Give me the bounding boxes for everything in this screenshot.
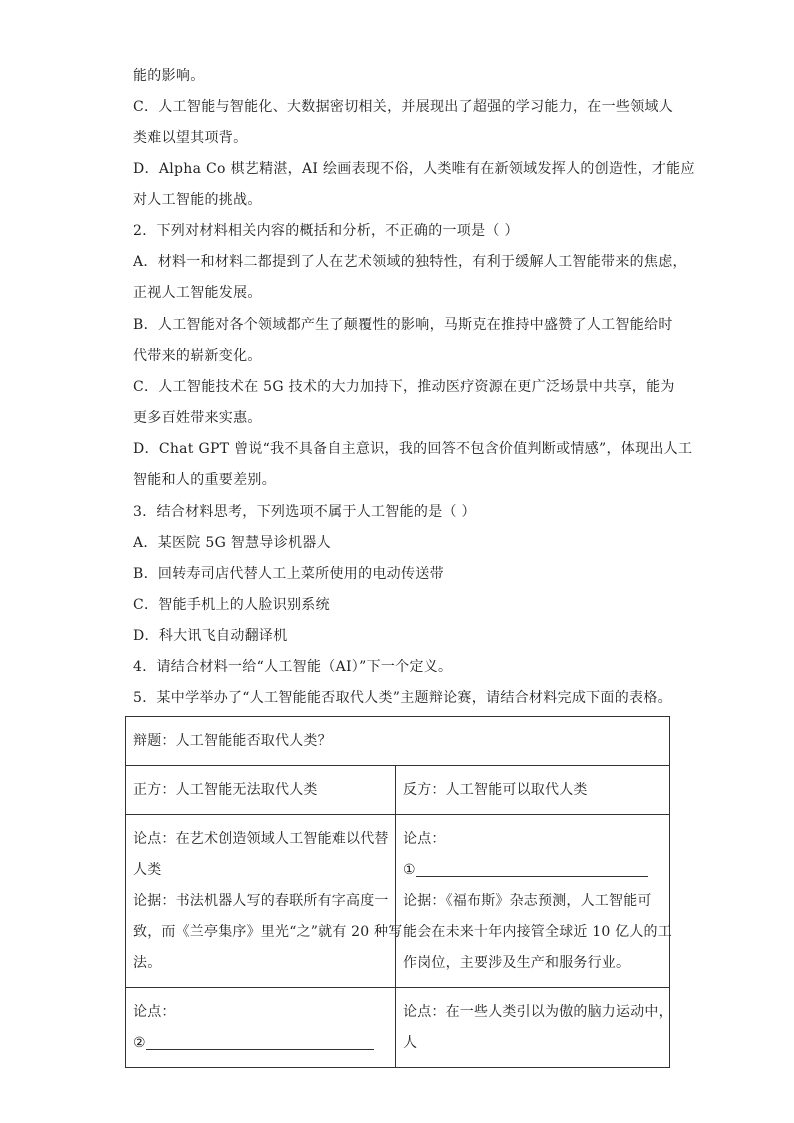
con-evidence-1-cont: 能会在未来十年内接管全球近 10 亿人的工 xyxy=(403,924,672,940)
text-line: 能的影响。 xyxy=(133,68,205,84)
option-c-line: C．人工智能与智能化、大数据密切相关，并展现出了超强的学习能力，在一些领域人 xyxy=(133,99,674,115)
topic-cell xyxy=(126,717,670,766)
pro-point-2-blank[interactable] xyxy=(133,1028,388,1059)
q3-option-b: B．回转寿司店代替人工上菜所使用的电动传送带 xyxy=(133,566,444,582)
text-line: 智能和人的重要差别。 xyxy=(133,472,276,488)
pro-evidence-1-cont: 法。 xyxy=(133,955,162,971)
q3-option-c: C．智能手机上的人脸识别系统 xyxy=(133,597,330,613)
q3-option-d: D．科大讯飞自动翻译机 xyxy=(133,628,288,644)
answer-blank-2[interactable] xyxy=(146,1031,374,1050)
con-point-1-label: 论点： xyxy=(403,831,446,847)
q2-option-d: D．Chat GPT 曾说“我不具备自主意识，我的回答不包含价值判断或情感”，体现出人工 xyxy=(133,441,693,457)
con-header: 反方：人工智能可以取代人类 xyxy=(403,782,588,798)
q2-option-a: A．材料一和材料二都提到了人在艺术领域的独特性，有利于缓解人工智能带来的焦虑， xyxy=(133,254,687,270)
debate-table xyxy=(125,716,673,1068)
con-header-cell xyxy=(396,766,670,815)
pro-point-1-cont: 人类 xyxy=(133,862,162,878)
question-5: 5．某中学举办了“人工智能能否取代人类”主题辩论赛，请结合材料完成下面的表格。 xyxy=(133,690,672,706)
pro-argument-1-cell xyxy=(126,815,403,988)
con-evidence-1-cont: 作岗位，主要涉及生产和服务行业。 xyxy=(403,955,631,971)
con-point-2: 论点：在一些人类引以为傲的脑力运动中， xyxy=(403,1004,673,1020)
pro-header: 正方：人工智能无法取代人类 xyxy=(133,782,318,798)
con-argument-2-cell xyxy=(396,988,673,1068)
q2-option-c: C．人工智能技术在 5G 技术的大力加持下，推动医疗资源在更广泛场景中共享，能为 xyxy=(133,379,675,395)
pro-evidence-1-cont: 致，而《兰亭集序》里光“之”就有 20 种写 xyxy=(133,924,403,940)
con-point-1-blank[interactable] xyxy=(403,855,662,886)
table-row xyxy=(126,988,670,1068)
text-line: 对人工智能的挑战。 xyxy=(133,192,262,208)
question-3: 3．结合材料思考，下列选项不属于人工智能的是（ ） xyxy=(133,504,476,520)
table-row xyxy=(126,815,670,988)
con-evidence-1: 论据：《福布斯》杂志预测，人工智能可 xyxy=(403,893,652,909)
question-2: 2．下列对材料相关内容的概括和分析，不正确的一项是（ ） xyxy=(133,223,519,239)
answer-blank-1[interactable] xyxy=(416,858,648,877)
text-line: 类难以望其项背。 xyxy=(133,130,248,146)
q3-option-a: A．某医院 5G 智慧导诊机器人 xyxy=(133,535,331,551)
pro-argument-2-cell xyxy=(126,988,396,1068)
text-line: 更多百姓带来实惠。 xyxy=(133,410,262,426)
blank-marker-2: ② xyxy=(133,1035,146,1051)
text-line: 代带来的崭新变化。 xyxy=(133,348,262,364)
pro-evidence-1: 论据：书法机器人写的春联所有字高度一 xyxy=(133,893,389,909)
pro-point-1: 论点：在艺术创造领域人工智能难以代替 xyxy=(133,831,389,847)
text-line: 正视人工智能发展。 xyxy=(133,285,262,301)
con-point-2-cont: 人 xyxy=(403,1035,418,1051)
q2-option-b: B．人工智能对各个领域都产生了颠覆性的影响，马斯克在推持中盛赞了人工智能给时 xyxy=(133,317,673,333)
pro-header-cell xyxy=(126,766,396,815)
question-4: 4．请结合材料一给“人工智能（AI）”下一个定义。 xyxy=(133,659,453,675)
pro-point-2-label: 论点： xyxy=(133,1004,176,1020)
option-d-line: D．Alpha Co 棋艺精湛，AI 绘画表现不俗，人类唯有在新领域发挥人的创造性，才能应 xyxy=(133,161,695,177)
blank-marker-1: ① xyxy=(403,862,416,878)
con-argument-1-cell xyxy=(396,815,670,988)
table-row xyxy=(126,717,670,766)
table-row xyxy=(126,766,670,815)
debate-topic: 辩题：人工智能能否取代人类？ xyxy=(133,733,332,749)
